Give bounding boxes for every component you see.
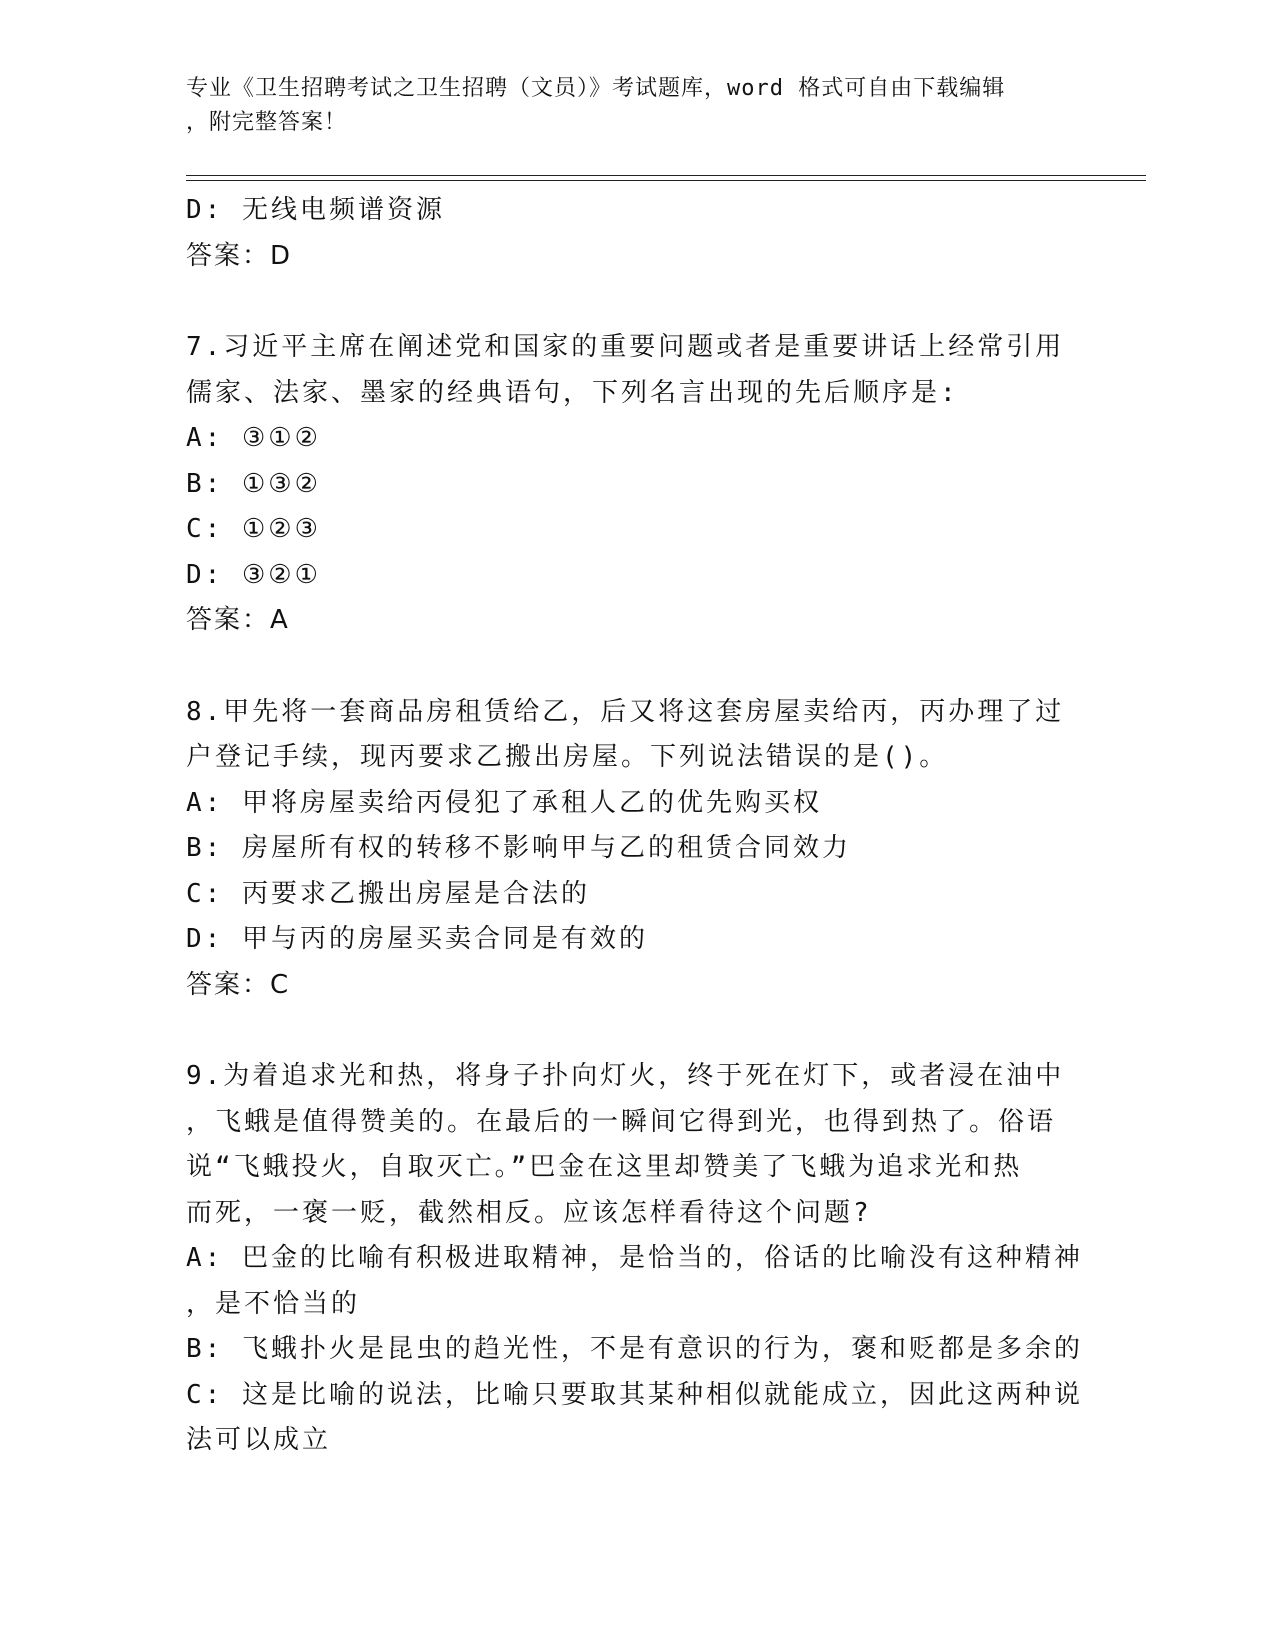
question-stem: 8.甲先将一套商品房租赁给乙，后又将这套房屋卖给丙，丙办理了过 bbox=[186, 696, 1065, 727]
option-c-continued: 法可以成立 bbox=[186, 1425, 332, 1455]
header-divider-top bbox=[186, 175, 1146, 176]
option-a: A: ③①② bbox=[186, 423, 321, 453]
header-divider-bottom bbox=[186, 180, 1146, 181]
option-b: B: 飞蛾扑火是昆虫的趋光性，不是有意识的行为，褒和贬都是多余的 bbox=[186, 1334, 1083, 1364]
question-7 bbox=[186, 325, 1066, 644]
option-a: A: 巴金的比喻有积极进取精神，是恰当的，俗话的比喻没有这种精神 bbox=[186, 1243, 1083, 1273]
previous-question-tail bbox=[186, 188, 1066, 279]
answer-line: 答案：C bbox=[186, 969, 291, 1000]
spacer bbox=[186, 279, 1066, 325]
option-c: C: 这是比喻的说法，比喻只要取其某种相似就能成立，因此这两种说 bbox=[186, 1379, 1083, 1410]
question-stem: ，飞蛾是值得赞美的。在最后的一瞬间它得到光，也得到热了。俗语 bbox=[186, 1106, 1057, 1137]
option-a-continued: ，是不恰当的 bbox=[186, 1288, 361, 1319]
option-c: C: 丙要求乙搬出房屋是合法的 bbox=[186, 878, 590, 909]
question-8 bbox=[186, 690, 1066, 1009]
option-b: B: 房屋所有权的转移不影响甲与乙的租赁合同效力 bbox=[186, 833, 851, 863]
option-a: A: 甲将房屋卖给丙侵犯了承租人乙的优先购买权 bbox=[186, 787, 822, 818]
spacer bbox=[186, 644, 1066, 690]
page-header: 专业《卫生招聘考试之卫生招聘（文员）》考试题库，word 格式可自由下载编辑 ，附完整答案！ bbox=[186, 76, 1006, 135]
option-c: C: ①②③ bbox=[186, 514, 321, 544]
option-d: D: 无线电频谱资源 bbox=[186, 195, 445, 225]
question-stem: 儒家、法家、墨家的经典语句，下列名言出现的先后顺序是: bbox=[186, 377, 959, 408]
answer-line: 答案：A bbox=[186, 605, 290, 635]
question-stem: 户登记手续，现丙要求乙搬出房屋。下列说法错误的是()。 bbox=[186, 742, 949, 772]
option-d: D: ③②① bbox=[186, 559, 321, 590]
question-stem: 说“飞蛾投火，自取灭亡。”巴金在这里却赞美了飞蛾为追求光和热 bbox=[186, 1152, 1023, 1182]
option-d: D: 甲与丙的房屋买卖合同是有效的 bbox=[186, 924, 648, 954]
question-stem: 7.习近平主席在阐述党和国家的重要问题或者是重要讲话上经常引用 bbox=[186, 332, 1065, 362]
answer-line: 答案：D bbox=[186, 240, 293, 271]
question-stem: 而死，一褒一贬，截然相反。应该怎样看待这个问题? bbox=[186, 1197, 872, 1228]
question-stem: 9.为着追求光和热，将身子扑向灯火，终于死在灯下，或者浸在油中 bbox=[186, 1061, 1065, 1091]
option-b: B: ①③② bbox=[186, 468, 321, 499]
question-content bbox=[186, 188, 1083, 1464]
spacer bbox=[186, 1008, 1066, 1054]
question-9 bbox=[186, 1054, 1083, 1464]
